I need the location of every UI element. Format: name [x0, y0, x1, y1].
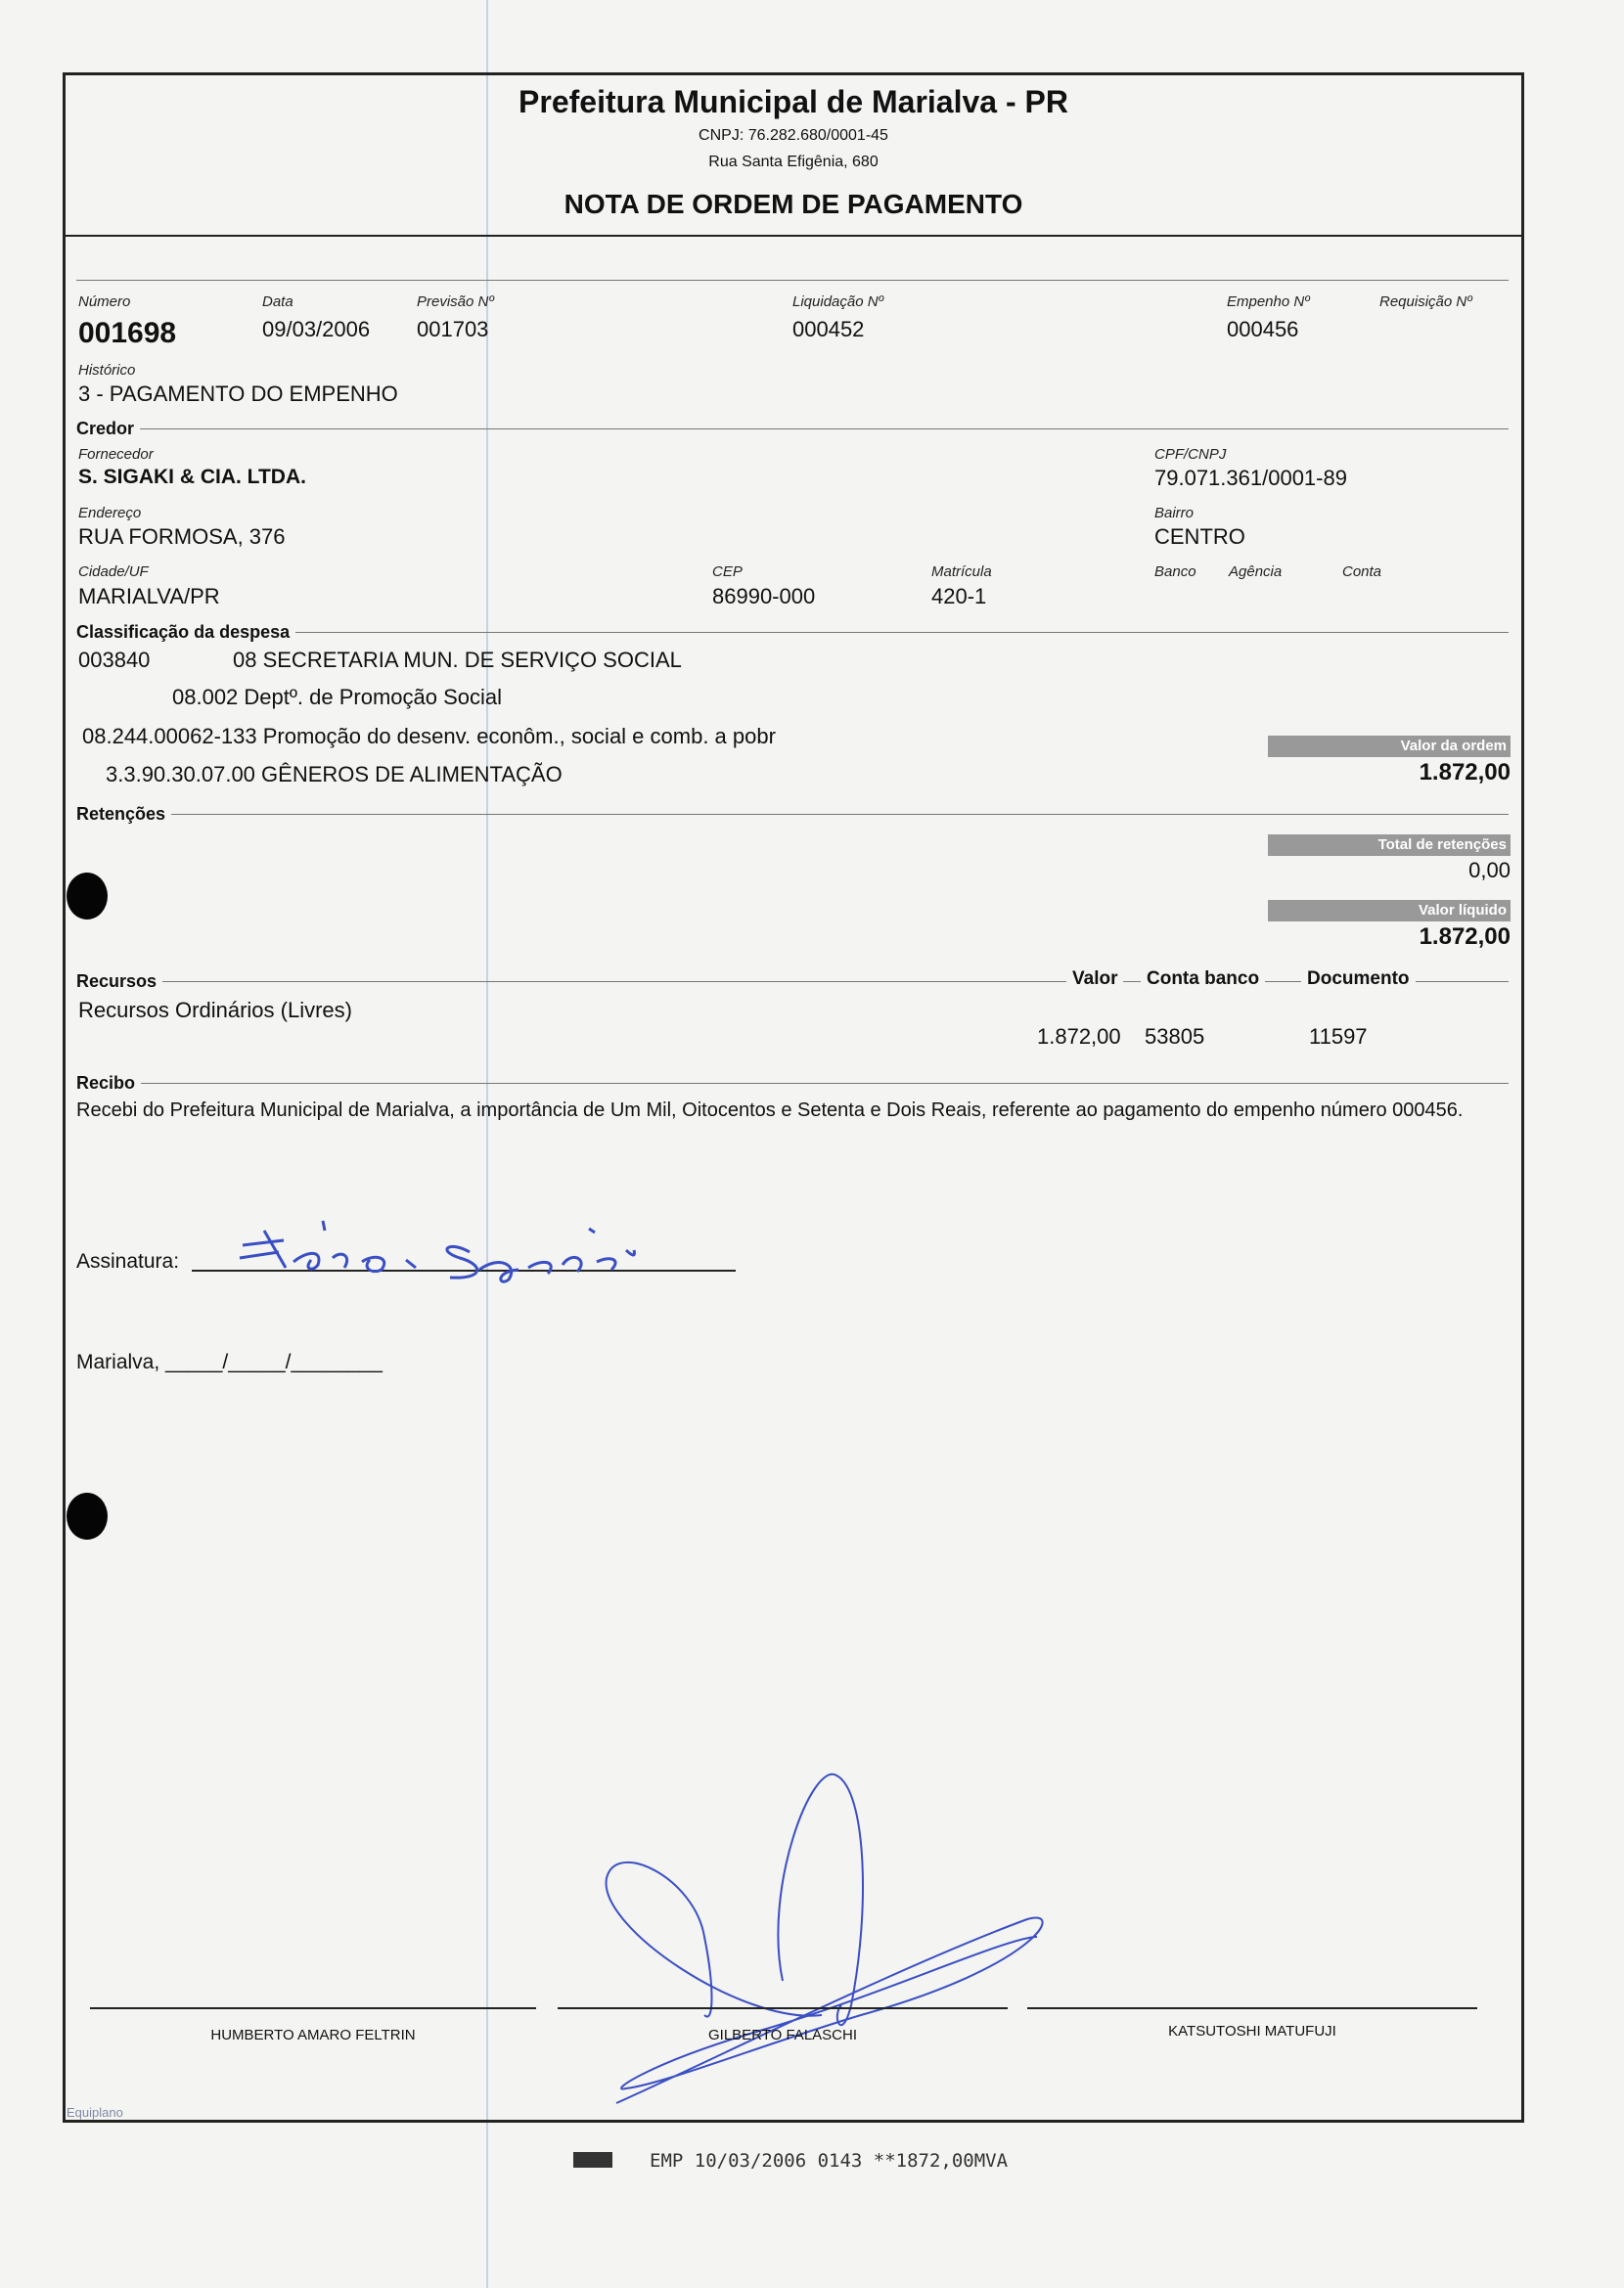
signatory-3: KATSUTOSHI MATUFUJI	[1168, 2023, 1336, 2040]
classificacao-line4: 3.3.90.30.07.00 GÊNEROS DE ALIMENTAÇÃO	[106, 762, 563, 786]
credor-section: Credor	[76, 419, 140, 439]
vendor-mark: Equiplano	[67, 2105, 123, 2120]
historico-label: Histórico	[78, 362, 136, 379]
recursos-documento-label: Documento	[1301, 968, 1416, 990]
classificacao-section: Classificação da despesa	[76, 622, 295, 643]
recibo-text: Recebi do Prefeitura Municipal de Marialva, a importância de Um Mil, Oitocentos e Setenta e Dois Reais, referente ao pagamento do empenho número 000456.	[76, 1099, 1464, 1121]
cep-label: CEP	[712, 563, 743, 580]
classificacao-code: 003840	[78, 648, 151, 672]
handwritten-signature	[225, 1211, 714, 1289]
conta-label: Conta	[1342, 563, 1382, 580]
historico-value: 3 - PAGAMENTO DO EMPENHO	[78, 381, 398, 406]
recibo-rule	[76, 1083, 1509, 1084]
recursos-item: Recursos Ordinários (Livres)	[78, 998, 352, 1022]
retencoes-rule	[76, 814, 1509, 815]
credor-rule	[76, 428, 1509, 429]
signatory-2: GILBERTO FALASCHI	[708, 2027, 857, 2043]
punch-hole-top	[67, 873, 108, 920]
recursos-conta-label: Conta banco	[1141, 968, 1265, 990]
retencoes-section: Retenções	[76, 804, 171, 825]
header-separator	[63, 235, 1524, 237]
classificacao-line1: 08 SECRETARIA MUN. DE SERVIÇO SOCIAL	[233, 648, 682, 672]
stamp-logo	[573, 2152, 612, 2168]
signature-line-2	[558, 2007, 1008, 2009]
signature-line-3	[1027, 2007, 1477, 2009]
empenho-value: 000456	[1227, 317, 1299, 341]
total-retencoes-label: Total de retenções	[1268, 834, 1511, 856]
liquidacao-label: Liquidação Nº	[792, 293, 884, 310]
total-retencoes-value: 0,00	[1468, 858, 1511, 882]
bairro-value: CENTRO	[1154, 524, 1245, 549]
valor-ordem-value: 1.872,00	[1419, 759, 1511, 785]
recursos-documento: 11597	[1309, 1024, 1368, 1049]
cpf-label: CPF/CNPJ	[1154, 446, 1227, 463]
matricula-value: 420-1	[931, 584, 987, 608]
valor-liquido-value: 1.872,00	[1419, 923, 1511, 950]
data-value: 09/03/2006	[262, 317, 371, 341]
agencia-label: Agência	[1229, 563, 1283, 580]
recursos-section: Recursos	[76, 971, 162, 992]
punch-hole-bottom	[67, 1493, 108, 1540]
empenho-label: Empenho Nº	[1227, 293, 1310, 310]
previsao-value: 001703	[417, 317, 489, 341]
matricula-label: Matrícula	[931, 563, 992, 580]
recursos-valor: 1.872,00	[1037, 1024, 1121, 1049]
numero-value: 001698	[78, 317, 177, 349]
top-rule	[76, 280, 1509, 281]
classificacao-line3: 08.244.00062-133 Promoção do desenv. econôm., social e comb. a pobr	[82, 724, 776, 748]
liquidacao-value: 000452	[792, 317, 865, 341]
cep-value: 86990-000	[712, 584, 816, 608]
valor-liquido-label: Valor líquido	[1268, 900, 1511, 921]
recursos-valor-label: Valor	[1066, 968, 1123, 990]
requisicao-label: Requisição Nº	[1379, 293, 1472, 310]
fornecedor-value: S. SIGAKI & CIA. LTDA.	[78, 466, 306, 488]
data-label: Data	[262, 293, 293, 310]
signature-line-1	[90, 2007, 536, 2009]
org-title: Prefeitura Municipal de Marialva - PR	[519, 84, 1068, 119]
assinatura-label: Assinatura:	[76, 1250, 180, 1273]
recursos-rule	[76, 981, 1509, 982]
cpf-value: 79.071.361/0001-89	[1154, 466, 1347, 490]
org-cnpj: CNPJ: 76.282.680/0001-45	[699, 127, 888, 144]
signatory-1: HUMBERTO AMARO FELTRIN	[210, 2027, 416, 2043]
org-address: Rua Santa Efigênia, 680	[708, 154, 879, 170]
authorizer-signature	[587, 1771, 1057, 2113]
document-title: NOTA DE ORDEM DE PAGAMENTO	[564, 189, 1023, 219]
cidade-label: Cidade/UF	[78, 563, 149, 580]
valor-ordem-label: Valor da ordem	[1268, 736, 1511, 757]
payment-stamp: EMP 10/03/2006 0143 **1872,00MVA	[650, 2150, 1009, 2172]
classificacao-line2: 08.002 Deptº. de Promoção Social	[172, 685, 503, 709]
local-date-line: Marialva, _____/_____/________	[76, 1351, 383, 1373]
recursos-conta: 53805	[1145, 1024, 1205, 1049]
numero-label: Número	[78, 293, 131, 310]
banco-label: Banco	[1154, 563, 1196, 580]
bairro-label: Bairro	[1154, 505, 1195, 521]
recibo-section: Recibo	[76, 1073, 141, 1094]
cidade-value: MARIALVA/PR	[78, 584, 220, 608]
endereco-label: Endereço	[78, 505, 142, 521]
fornecedor-label: Fornecedor	[78, 446, 154, 463]
previsao-label: Previsão Nº	[417, 293, 494, 310]
endereco-value: RUA FORMOSA, 376	[78, 524, 286, 549]
